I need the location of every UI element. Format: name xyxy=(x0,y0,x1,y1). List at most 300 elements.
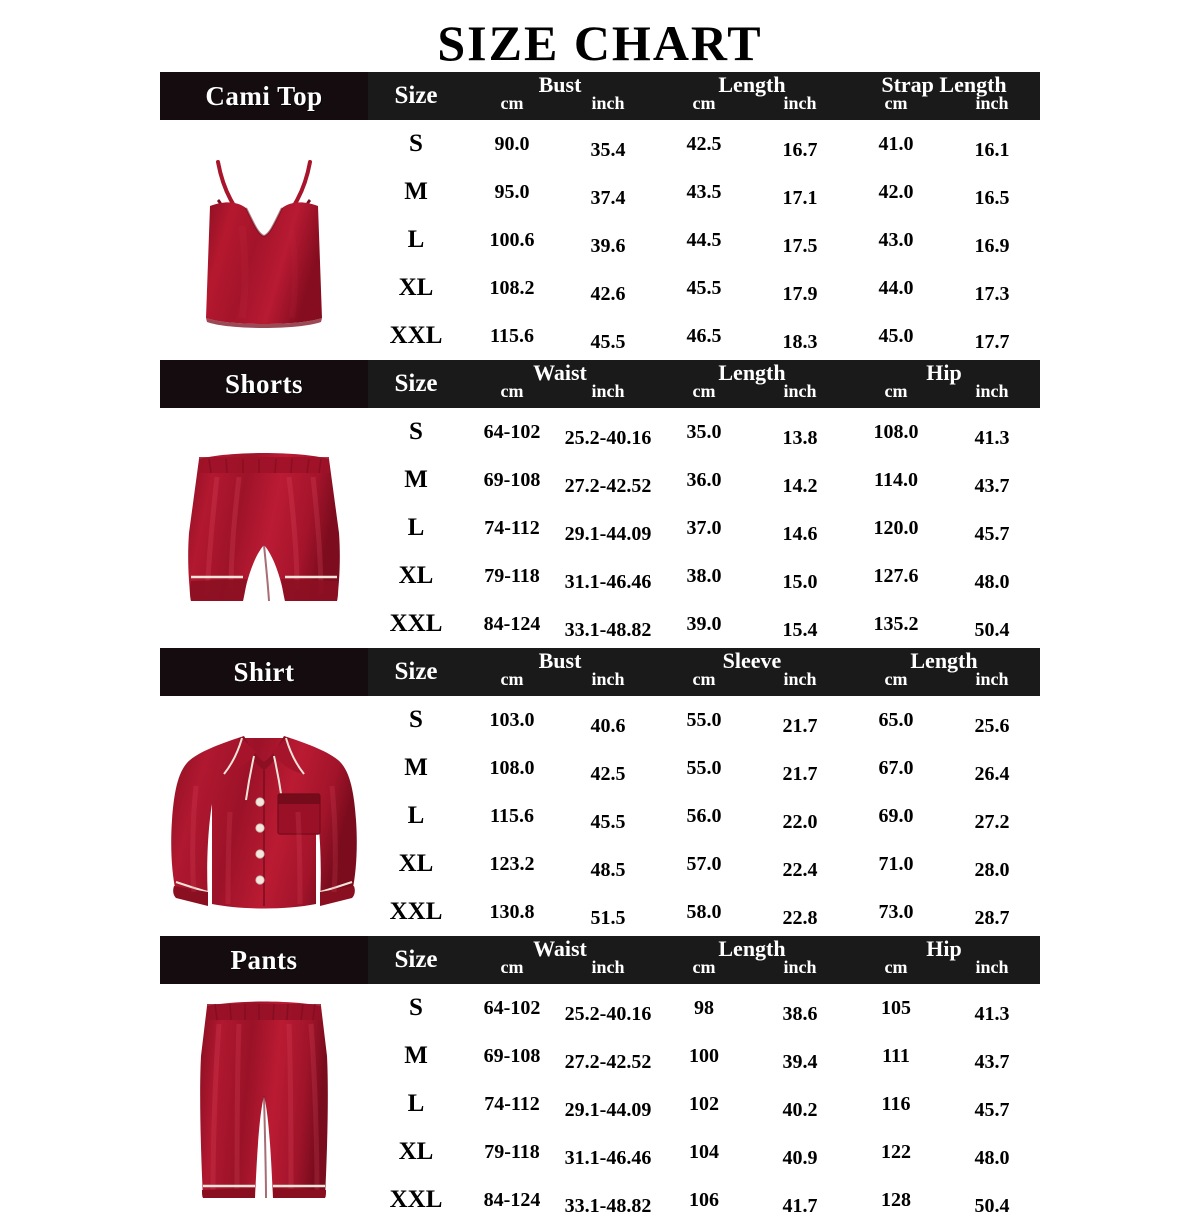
table-row xyxy=(160,120,1040,168)
cell-value: 103.0 xyxy=(489,708,535,731)
table-row xyxy=(160,312,1040,360)
cell-value: 108.0 xyxy=(489,756,535,779)
cell-group xyxy=(848,468,1040,497)
cell-group xyxy=(848,132,1040,161)
cell-size: XXL xyxy=(389,322,443,349)
cell-value: 16.5 xyxy=(974,186,1010,209)
cell-value: 69-108 xyxy=(483,1044,541,1067)
cell-group xyxy=(848,996,1040,1025)
cell-size: S xyxy=(409,130,423,157)
column-header-size: Size xyxy=(394,82,438,109)
column-group-header xyxy=(848,360,1040,408)
cell-size: M xyxy=(404,466,428,493)
cell-value: 100.6 xyxy=(489,228,535,251)
cell-group xyxy=(848,420,1040,449)
column-header-inch: inch xyxy=(975,957,1009,977)
cell-group xyxy=(848,756,1040,785)
cell-value: 16.9 xyxy=(974,234,1010,257)
column-header-inch: inch xyxy=(591,93,625,113)
column-group-label: Hip xyxy=(926,360,962,385)
cell-value: 111 xyxy=(882,1044,910,1067)
cell-group xyxy=(656,132,848,161)
cell-value: 56.0 xyxy=(686,804,722,827)
column-header-cm: cm xyxy=(692,669,716,689)
section-body xyxy=(160,120,1040,360)
size-section-pants xyxy=(160,936,1040,1224)
cell-value: 44.0 xyxy=(878,276,914,299)
column-header-inch: inch xyxy=(591,957,625,977)
table-row xyxy=(160,984,1040,1032)
cell-value: 29.1-44.09 xyxy=(564,522,652,545)
cell-size: S xyxy=(409,706,423,733)
cell-size: S xyxy=(409,418,423,445)
column-group-header xyxy=(656,360,848,408)
cell-value: 17.3 xyxy=(974,282,1010,305)
cell-value: 84-124 xyxy=(483,1188,541,1211)
garment-name: Shirt xyxy=(160,648,368,696)
cell-group xyxy=(464,516,656,545)
cell-value: 14.2 xyxy=(782,474,818,497)
cell-group xyxy=(848,516,1040,545)
cell-value: 22.0 xyxy=(782,810,818,833)
cell-group xyxy=(464,1092,656,1121)
cell-size: XL xyxy=(398,850,434,877)
column-header-inch: inch xyxy=(783,381,817,401)
cell-group xyxy=(656,420,848,449)
cell-value: 45.7 xyxy=(974,522,1010,545)
cell-group xyxy=(848,852,1040,881)
cell-group xyxy=(656,324,848,353)
cell-value: 39.4 xyxy=(782,1050,818,1073)
cell-group xyxy=(464,180,656,209)
cell-value: 31.1-46.46 xyxy=(564,570,652,593)
table-row xyxy=(160,840,1040,888)
cell-group xyxy=(848,1188,1040,1217)
cell-value: 27.2-42.52 xyxy=(564,1050,652,1073)
cell-value: 16.7 xyxy=(782,138,818,161)
garment-name: Shorts xyxy=(160,360,368,408)
column-header-cm: cm xyxy=(884,669,908,689)
cell-value: 40.6 xyxy=(590,714,626,737)
column-header-inch: inch xyxy=(975,381,1009,401)
cell-value: 57.0 xyxy=(686,852,722,875)
table-row xyxy=(160,456,1040,504)
cell-value: 64-102 xyxy=(483,420,541,443)
table-row xyxy=(160,792,1040,840)
cell-value: 37.0 xyxy=(686,516,722,539)
cell-value: 127.6 xyxy=(873,564,919,587)
cell-value: 29.1-44.09 xyxy=(564,1098,652,1121)
cell-group xyxy=(656,852,848,881)
cell-value: 38.0 xyxy=(686,564,722,587)
cell-size: L xyxy=(407,226,425,253)
table-row xyxy=(160,264,1040,312)
page-title: SIZE CHART xyxy=(437,15,763,71)
cell-value: 55.0 xyxy=(686,708,722,731)
cell-value: 50.4 xyxy=(974,618,1010,641)
cell-group xyxy=(464,324,656,353)
garment-name: Cami Top xyxy=(160,72,368,120)
table-row xyxy=(160,408,1040,456)
cell-group xyxy=(848,180,1040,209)
cell-group xyxy=(656,708,848,737)
cell-value: 67.0 xyxy=(878,756,914,779)
cell-value: 98 xyxy=(694,996,714,1019)
section-body xyxy=(160,696,1040,936)
cell-group xyxy=(848,276,1040,305)
cell-value: 115.6 xyxy=(490,804,534,827)
table-row xyxy=(160,1176,1040,1224)
column-group-header xyxy=(656,648,848,696)
cell-value: 114.0 xyxy=(874,468,918,491)
column-group-header xyxy=(848,72,1040,120)
cell-value: 123.2 xyxy=(489,852,535,875)
section-header xyxy=(160,72,1040,120)
cell-size: L xyxy=(407,802,425,829)
cell-value: 74-112 xyxy=(484,516,540,539)
cell-group xyxy=(656,1092,848,1121)
cell-group xyxy=(848,228,1040,257)
cell-group xyxy=(464,228,656,257)
cell-value: 100 xyxy=(689,1044,719,1067)
cell-value: 48.0 xyxy=(974,570,1010,593)
cell-value: 35.0 xyxy=(686,420,722,443)
cell-group xyxy=(656,996,848,1025)
cell-value: 33.1-48.82 xyxy=(564,1194,652,1217)
table-row xyxy=(160,552,1040,600)
cell-value: 43.0 xyxy=(878,228,914,251)
unit-row xyxy=(848,93,1040,113)
cell-value: 25.6 xyxy=(974,714,1010,737)
cell-size: XL xyxy=(398,274,434,301)
cell-value: 104 xyxy=(689,1140,719,1163)
cell-group xyxy=(464,804,656,833)
cell-value: 25.2-40.16 xyxy=(564,426,652,449)
cell-group xyxy=(464,852,656,881)
cell-value: 64-102 xyxy=(483,996,541,1019)
unit-row xyxy=(656,381,848,401)
cell-group xyxy=(464,612,656,641)
column-group-label: Hip xyxy=(926,936,962,961)
column-header-size: Size xyxy=(394,946,438,973)
cell-group xyxy=(464,468,656,497)
column-header-cm: cm xyxy=(500,957,524,977)
cell-value: 122 xyxy=(881,1140,911,1163)
column-group-label: Bust xyxy=(538,648,582,673)
cell-group xyxy=(848,804,1040,833)
cell-group xyxy=(656,276,848,305)
cell-value: 128 xyxy=(881,1188,911,1211)
cell-value: 40.2 xyxy=(782,1098,818,1121)
column-header-size: Size xyxy=(394,370,438,397)
cell-value: 31.1-46.46 xyxy=(564,1146,652,1169)
cell-value: 50.4 xyxy=(974,1194,1010,1217)
cell-value: 84-124 xyxy=(483,612,541,635)
cell-value: 108.2 xyxy=(489,276,535,299)
cell-value: 21.7 xyxy=(782,762,818,785)
cell-value: 36.0 xyxy=(686,468,722,491)
cell-value: 17.9 xyxy=(782,282,818,305)
column-group-label: Bust xyxy=(538,72,582,97)
cell-value: 38.6 xyxy=(782,1002,818,1025)
cell-group xyxy=(848,564,1040,593)
table-row xyxy=(160,1128,1040,1176)
size-section-shorts xyxy=(160,360,1040,648)
column-group-label: Sleeve xyxy=(722,648,782,673)
cell-value: 46.5 xyxy=(686,324,722,347)
cell-value: 35.4 xyxy=(590,138,626,161)
cell-value: 42.5 xyxy=(590,762,626,785)
column-group-label: Length xyxy=(718,936,786,961)
table-row xyxy=(160,168,1040,216)
cell-value: 27.2 xyxy=(974,810,1010,833)
unit-row xyxy=(464,381,656,401)
cell-value: 15.4 xyxy=(782,618,818,641)
table-row xyxy=(160,504,1040,552)
cell-size: S xyxy=(409,994,423,1021)
unit-row xyxy=(656,669,848,689)
table-row xyxy=(160,888,1040,936)
cell-value: 45.0 xyxy=(878,324,914,347)
cell-value: 45.7 xyxy=(974,1098,1010,1121)
cell-value: 40.9 xyxy=(782,1146,818,1169)
cell-size: XXL xyxy=(389,1186,443,1213)
cell-value: 55.0 xyxy=(686,756,722,779)
column-group-label: Waist xyxy=(533,936,587,961)
table-row xyxy=(160,744,1040,792)
column-group-label: Strap Length xyxy=(881,72,1007,97)
cell-group xyxy=(656,516,848,545)
cell-value: 58.0 xyxy=(686,900,722,923)
cell-value: 102 xyxy=(689,1092,719,1115)
section-header xyxy=(160,360,1040,408)
cell-value: 16.1 xyxy=(974,138,1010,161)
column-header-cm: cm xyxy=(500,669,524,689)
size-section-shirt xyxy=(160,648,1040,936)
cell-value: 120.0 xyxy=(873,516,919,539)
cell-group xyxy=(464,900,656,929)
cell-value: 69.0 xyxy=(878,804,914,827)
cell-size: M xyxy=(404,1042,428,1069)
column-header-cm: cm xyxy=(884,381,908,401)
cell-group xyxy=(656,564,848,593)
cell-size: M xyxy=(404,178,428,205)
cell-group xyxy=(464,708,656,737)
cell-value: 27.2-42.52 xyxy=(564,474,652,497)
cell-value: 45.5 xyxy=(686,276,722,299)
cell-value: 44.5 xyxy=(686,228,722,251)
table-row xyxy=(160,216,1040,264)
unit-row xyxy=(848,957,1040,977)
cell-value: 71.0 xyxy=(878,852,914,875)
column-header-cm: cm xyxy=(500,381,524,401)
cell-group xyxy=(848,612,1040,641)
cell-group xyxy=(848,1044,1040,1073)
cell-value: 108.0 xyxy=(873,420,919,443)
column-header-inch: inch xyxy=(591,381,625,401)
cell-group xyxy=(656,612,848,641)
cell-value: 41.3 xyxy=(974,426,1010,449)
section-body xyxy=(160,408,1040,648)
cell-size: XL xyxy=(398,562,434,589)
cell-value: 45.5 xyxy=(590,330,626,353)
unit-row xyxy=(656,957,848,977)
cell-group xyxy=(656,180,848,209)
cell-value: 28.7 xyxy=(974,906,1010,929)
cell-value: 17.5 xyxy=(782,234,818,257)
cell-value: 42.0 xyxy=(878,180,914,203)
column-header-cm: cm xyxy=(884,93,908,113)
cell-group xyxy=(656,900,848,929)
column-header-cm: cm xyxy=(884,957,908,977)
cell-value: 115.6 xyxy=(490,324,534,347)
cell-value: 17.7 xyxy=(974,330,1010,353)
cell-value: 33.1-48.82 xyxy=(564,618,652,641)
column-group-header xyxy=(848,936,1040,984)
cell-group xyxy=(848,900,1040,929)
column-group-label: Waist xyxy=(533,360,587,385)
unit-row xyxy=(848,669,1040,689)
table-row xyxy=(160,1032,1040,1080)
cell-size: L xyxy=(407,1090,425,1117)
cell-value: 135.2 xyxy=(873,612,919,635)
cell-value: 21.7 xyxy=(782,714,818,737)
column-header-inch: inch xyxy=(783,669,817,689)
cell-value: 48.0 xyxy=(974,1146,1010,1169)
cell-group xyxy=(464,1188,656,1217)
column-header-inch: inch xyxy=(783,93,817,113)
cell-group xyxy=(464,996,656,1025)
cell-value: 43.5 xyxy=(686,180,722,203)
cell-group xyxy=(464,420,656,449)
cell-value: 79-118 xyxy=(484,564,540,587)
cell-value: 15.0 xyxy=(782,570,818,593)
cell-size: M xyxy=(404,754,428,781)
cell-value: 25.2-40.16 xyxy=(564,1002,652,1025)
column-header-cm: cm xyxy=(500,93,524,113)
cell-value: 41.0 xyxy=(878,132,914,155)
cell-group xyxy=(848,1140,1040,1169)
cell-value: 130.8 xyxy=(489,900,535,923)
cell-group xyxy=(464,276,656,305)
cell-group xyxy=(464,564,656,593)
column-header-inch: inch xyxy=(591,669,625,689)
cell-value: 22.8 xyxy=(782,906,818,929)
cell-value: 43.7 xyxy=(974,1050,1010,1073)
cell-size: XXL xyxy=(389,610,443,637)
cell-value: 90.0 xyxy=(494,132,530,155)
cell-value: 95.0 xyxy=(494,180,530,203)
cell-value: 13.8 xyxy=(782,426,818,449)
cell-value: 106 xyxy=(689,1188,719,1211)
cell-value: 45.5 xyxy=(590,810,626,833)
column-group-label: Length xyxy=(910,648,978,673)
unit-row xyxy=(464,669,656,689)
column-header-cm: cm xyxy=(692,957,716,977)
unit-row xyxy=(464,93,656,113)
cell-value: 43.7 xyxy=(974,474,1010,497)
column-group-header xyxy=(656,72,848,120)
cell-group xyxy=(656,756,848,785)
unit-row xyxy=(464,957,656,977)
cell-size: XXL xyxy=(389,898,443,925)
cell-value: 26.4 xyxy=(974,762,1010,785)
unit-row xyxy=(848,381,1040,401)
cell-value: 42.6 xyxy=(590,282,626,305)
cell-value: 65.0 xyxy=(878,708,914,731)
cell-value: 74-112 xyxy=(484,1092,540,1115)
column-group-header xyxy=(464,648,656,696)
cell-size: L xyxy=(407,514,425,541)
cell-value: 17.1 xyxy=(782,186,818,209)
cell-group xyxy=(848,708,1040,737)
cell-value: 79-118 xyxy=(484,1140,540,1163)
cell-value: 51.5 xyxy=(590,906,626,929)
cell-group xyxy=(848,324,1040,353)
column-header-inch: inch xyxy=(783,957,817,977)
column-header-inch: inch xyxy=(975,669,1009,689)
column-header-cm: cm xyxy=(692,381,716,401)
cell-value: 39.6 xyxy=(590,234,626,257)
cell-group xyxy=(464,756,656,785)
cell-group xyxy=(656,1188,848,1217)
size-section-cami-top xyxy=(160,72,1040,360)
cell-group xyxy=(656,804,848,833)
table-row xyxy=(160,696,1040,744)
section-header xyxy=(160,648,1040,696)
column-group-header xyxy=(656,936,848,984)
table-row xyxy=(160,600,1040,648)
unit-row xyxy=(656,93,848,113)
column-group-label: Length xyxy=(718,72,786,97)
cell-value: 48.5 xyxy=(590,858,626,881)
cell-value: 37.4 xyxy=(590,186,626,209)
column-header-size: Size xyxy=(394,658,438,685)
cell-value: 69-108 xyxy=(483,468,541,491)
cell-group xyxy=(656,228,848,257)
cell-value: 116 xyxy=(881,1092,911,1115)
cell-group xyxy=(656,1140,848,1169)
column-group-header xyxy=(464,936,656,984)
cell-group xyxy=(656,468,848,497)
cell-group xyxy=(464,132,656,161)
column-header-inch: inch xyxy=(975,93,1009,113)
section-header xyxy=(160,936,1040,984)
garment-name: Pants xyxy=(160,936,368,984)
cell-group xyxy=(848,1092,1040,1121)
size-chart-sections xyxy=(160,72,1040,1224)
cell-value: 41.7 xyxy=(782,1194,818,1217)
cell-value: 18.3 xyxy=(782,330,818,353)
column-group-label: Length xyxy=(718,360,786,385)
cell-group xyxy=(656,1044,848,1073)
cell-value: 41.3 xyxy=(974,1002,1010,1025)
column-group-header xyxy=(464,360,656,408)
cell-value: 39.0 xyxy=(686,612,722,635)
cell-value: 28.0 xyxy=(974,858,1010,881)
column-group-header xyxy=(848,648,1040,696)
cell-group xyxy=(464,1140,656,1169)
cell-size: XL xyxy=(398,1138,434,1165)
table-row xyxy=(160,1080,1040,1128)
section-body xyxy=(160,984,1040,1224)
column-group-header xyxy=(464,72,656,120)
cell-group xyxy=(464,1044,656,1073)
cell-value: 22.4 xyxy=(782,858,818,881)
cell-value: 73.0 xyxy=(878,900,914,923)
cell-value: 14.6 xyxy=(782,522,818,545)
cell-value: 105 xyxy=(881,996,911,1019)
